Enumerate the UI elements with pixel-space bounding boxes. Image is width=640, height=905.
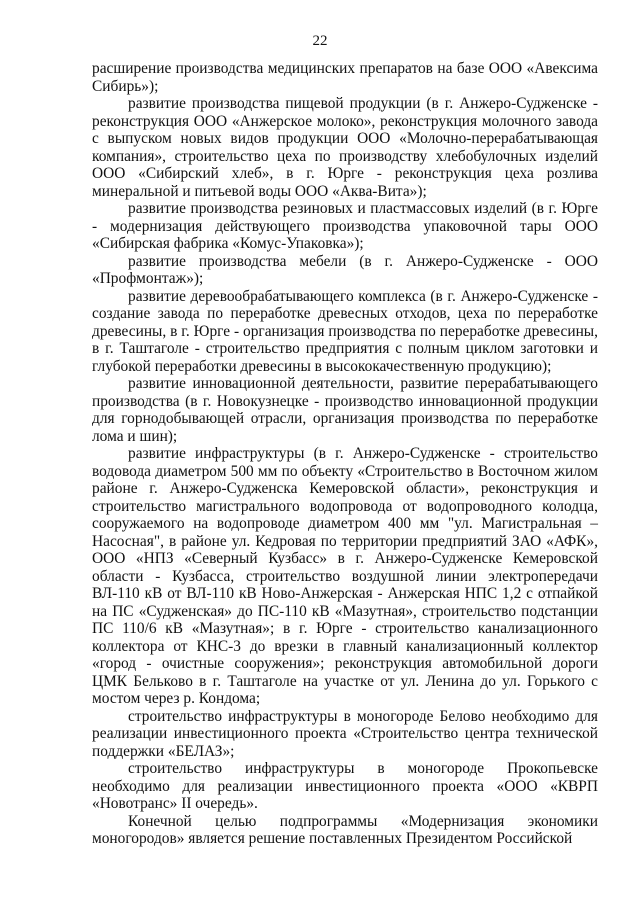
page-number: 22 [312,33,328,49]
paragraph-furniture: развитие производства мебели (в г. Анжеро-Судженске - ООО «Профмонтаж»); [92,252,598,287]
paragraph-innovation: развитие инновационной деятельности, развитие перерабатывающего производства (в г. Новокузнецке - производство инновационной продукции для горнодобывающей отрасли, организация производства по переработке лома и шин); [92,375,598,445]
paragraph-medical-production: расширение производства медицинских препаратов на базе ООО «Авексима Сибирь»); [92,60,598,95]
paragraph-prokopyevsk: строительство инфраструктуры в моногороде Прокопьевске необходимо для реализации инвестиционного проекта «ООО «КВРП «Новотранс» II очередь». [92,760,598,812]
document-body [92,60,598,848]
paragraph-final-goal: Конечной целью подпрограммы «Модернизация экономики моногородов» является решение поставленных Президентом Российской [92,812,598,847]
paragraph-woodworking: развитие деревообрабатывающего комплекса (в г. Анжеро-Судженске - создание завода по переработке древесных отходов, цеха по переработке древесины, в г. Юрге - организация производства по переработке древесины, в г. Таштаголе - строительство предприятия с полным циклом заготовки и глубокой переработки древесины в высококачественную продукцию); [92,287,598,375]
paragraph-food-production: развитие производства пищевой продукции (в г. Анжеро-Судженске - реконструкция ООО «Анжерское молоко», реконструкция молочного завода с выпуском новых видов продукции ООО «Молочно-перерабатывающая компания», строительство цеха по производству хлебобулочных изделий ООО «Сибирский хлеб», в г. Юрге - реконструкция цеха розлива минеральной и питьевой воды ООО «Аква-Вита»); [92,95,598,200]
paragraph-belovo: строительство инфраструктуры в моногороде Белово необходимо для реализации инвестиционного проекта «Строительство центра технической поддержки «БЕЛАЗ»; [92,707,598,760]
paragraph-rubber-plastic: развитие производства резиновых и пластмассовых изделий (в г. Юрге - модернизация действующего производства упаковочной тары ООО «Сибирская фабрика «Комус-Упаковка»); [92,200,598,252]
paragraph-infrastructure: развитие инфраструктуры (в г. Анжеро-Судженске - строительство водовода диаметром 500 мм по объекту «Строительство в Восточном жилом районе г. Анжеро-Судженска Кемеровской области», реконструкция и строительство магистрального водопровода от водопроводного колодца, сооружаемого на водопроводе диаметром 400 мм "ул. Магистральная – Насосная", в районе ул. Кедровая по территории предприятий ЗАО «АФК», ООО «НПЗ «Северный Кузбасс» в г. Анжеро-Судженске Кемеровской области - Кузбасса, строительство воздушной линии электропередачи ВЛ-110 кВ от ВЛ-110 кВ Ново-Анжерская - Анжерская НПС 1,2 с отпайкой на ПС «Судженская» до ПС-110 кВ «Мазутная», строительство подстанции ПС 110/6 кВ «Мазутная»; в г. Юрге - строительство канализационного коллектора от КНС-3 до врезки в главный канализационный коллектор «город - очистные сооружения»; реконструкция автомобильной дороги ЦМК Бельково в г. Таштаголе на участке от ул. Ленина до ул. Горького с мостом через р. Кондома; [92,445,598,707]
